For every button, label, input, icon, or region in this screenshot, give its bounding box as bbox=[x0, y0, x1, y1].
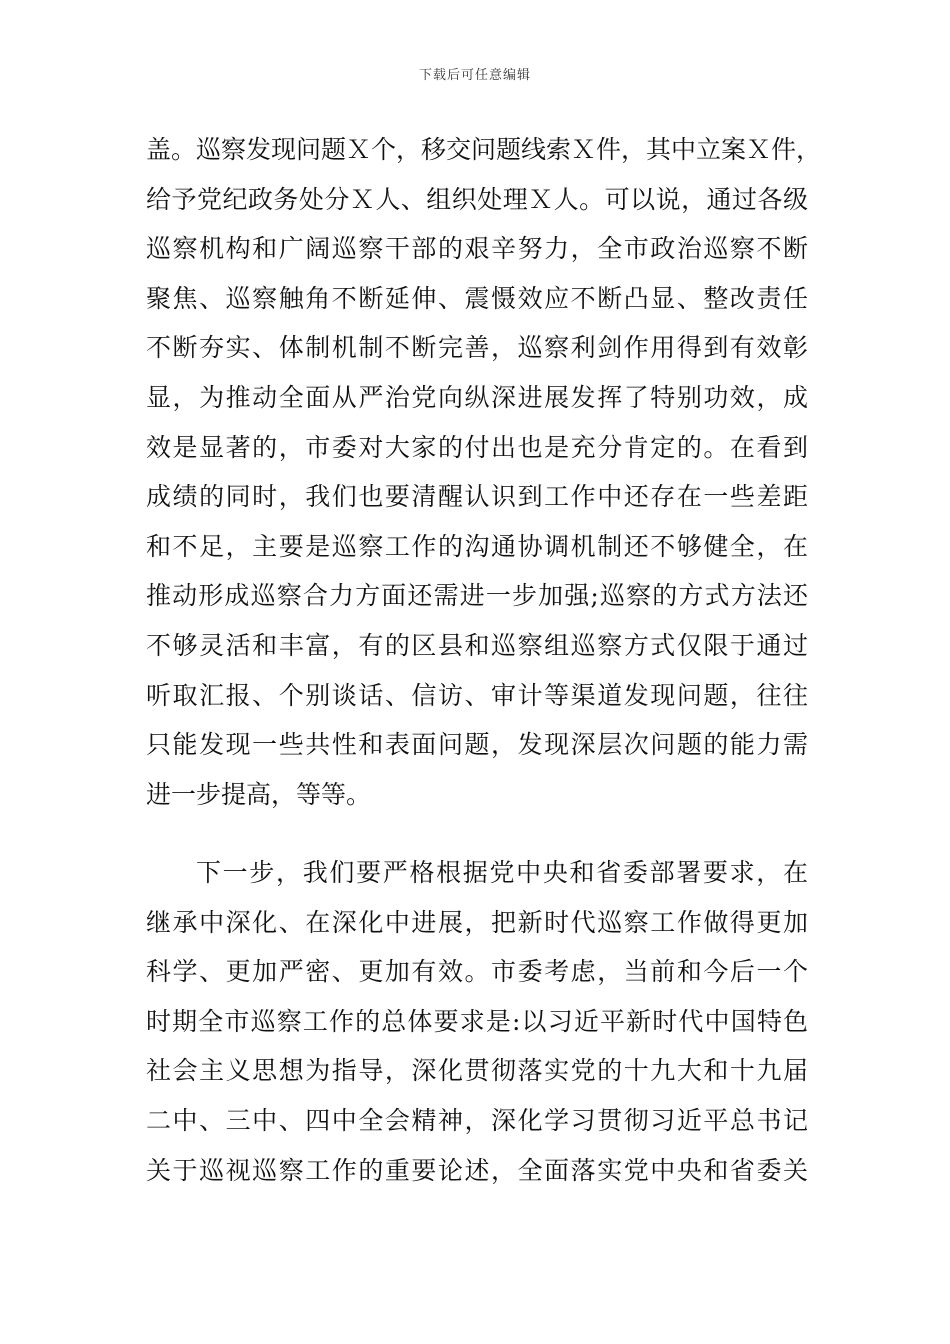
text-line: 聚焦、巡察触角不断延伸、震慑效应不断凸显、整改责任 bbox=[146, 283, 808, 313]
text-line: 显，为推动全面从严治党向纵深进展发挥了特别功效，成 bbox=[146, 382, 808, 412]
text-line: 不够灵活和丰富，有的区县和巡察组巡察方式仅限于通过 bbox=[146, 630, 808, 660]
text-line: 进一步提高，等等。 bbox=[146, 779, 372, 809]
text-line: 效是显著的，市委对大家的付出也是充分肯定的。在看到 bbox=[146, 432, 808, 462]
text-line: 继承中深化、在深化中进展，把新时代巡察工作做得更加 bbox=[146, 907, 808, 937]
text-line: 巡察机构和广阔巡察干部的艰辛努力，全市政治巡察不断 bbox=[146, 234, 808, 264]
text-line: 听取汇报、个别谈话、信访、审计等渠道发现问题，往往 bbox=[146, 680, 808, 710]
text-line: 成绩的同时，我们也要清醒认识到工作中还存在一些差距 bbox=[146, 482, 808, 512]
text-line: 下一步，我们要严格根据党中央和省委部署要求，在 bbox=[196, 858, 808, 887]
text-line: 不断夯实、体制机制不断完善，巡察利剑作用得到有效彰 bbox=[146, 333, 808, 363]
text-line: 推动形成巡察合力方面还需进一步加强;巡察的方式方法还 bbox=[146, 581, 808, 611]
paragraph-2 bbox=[146, 848, 808, 1195]
text-line: 时期全市巡察工作的总体要求是:以习近平新时代中国特色 bbox=[146, 1006, 808, 1036]
text-line: 盖。巡察发现问题Ｘ个，移交问题线索Ｘ件，其中立案Ｘ件， bbox=[146, 135, 822, 164]
text-line: 科学、更加严密、更加有效。市委考虑，当前和今后一个 bbox=[146, 957, 808, 987]
text-line: 和不足，主要是巡察工作的沟通协调机制还不够健全，在 bbox=[146, 531, 808, 561]
text-line: 给予党纪政务处分Ｘ人、组织处理Ｘ人。可以说，通过各级 bbox=[146, 184, 808, 214]
paragraph-1 bbox=[146, 125, 822, 819]
text-line: 二中、三中、四中全会精神，深化学习贯彻习近平总书记 bbox=[146, 1105, 808, 1135]
text-line: 社会主义思想为指导，深化贯彻落实党的十九大和十九届 bbox=[146, 1056, 808, 1086]
text-line: 关于巡视巡察工作的重要论述，全面落实党中央和省委关 bbox=[146, 1155, 808, 1185]
page-header: 下载后可任意编辑 bbox=[418, 68, 531, 83]
text-line: 只能发现一些共性和表面问题，发现深层次问题的能力需 bbox=[146, 730, 808, 760]
